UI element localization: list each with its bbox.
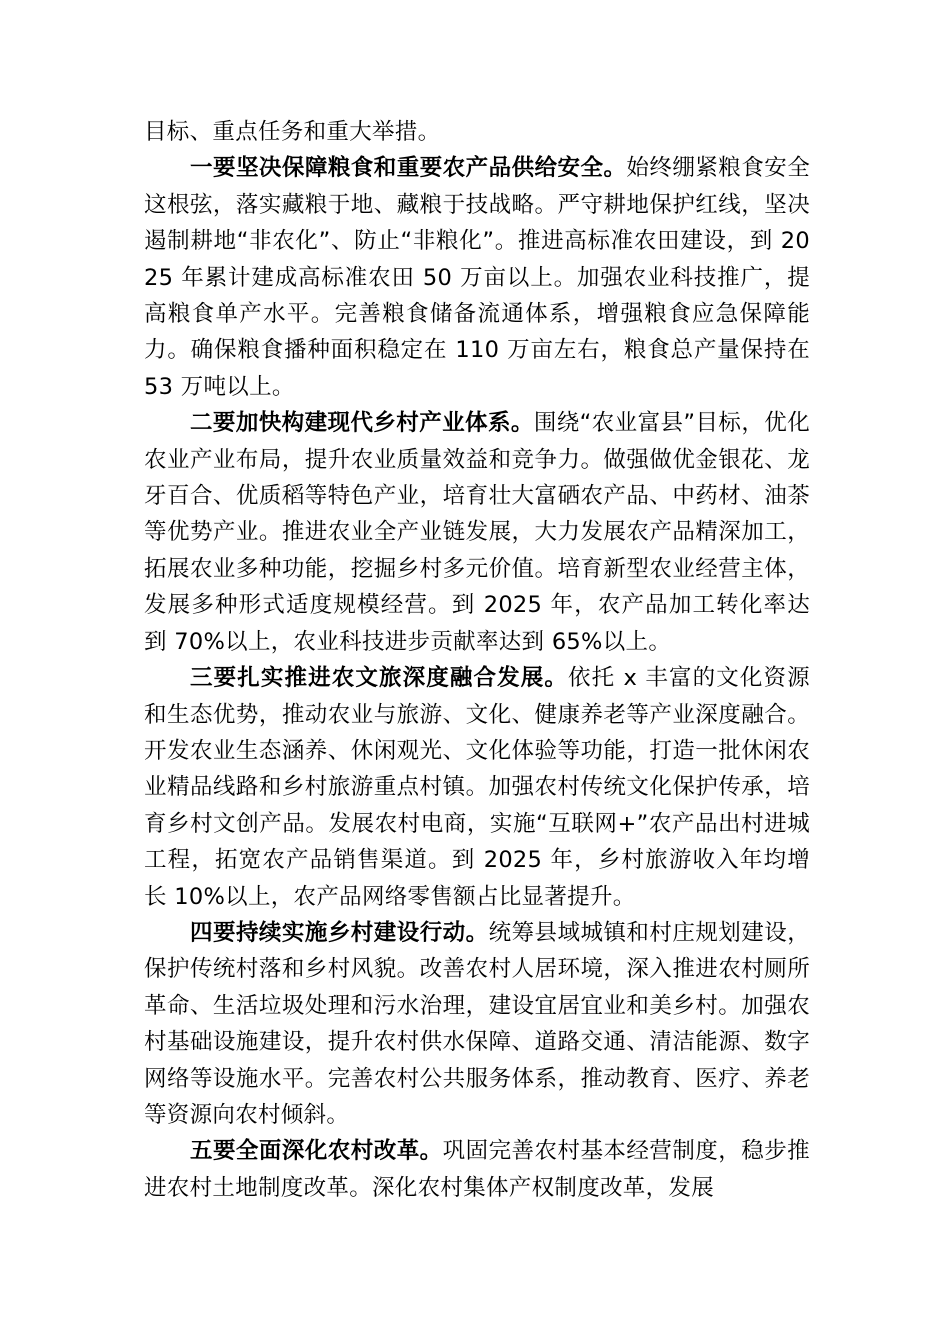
paragraph-continuation <box>144 114 810 150</box>
paragraph-heading: 二要加快构建现代乡村产业体系。 <box>190 410 534 437</box>
paragraph-text: 统筹县域城镇和村庄规划建设，保护传统村落和乡村风貌。改善农村人居环境，深入推进农村厕所革命、生活垃圾处理和污水治理，建设宜居宜业和美乡村。加强农村基础设施建设，提升农村供水保障、道路交通、清洁能源、数字网络等设施水平。完善农村公共服务体系，推动教育、医疗、养老等资源向农村倾斜。 <box>144 919 811 1128</box>
paragraph-text: 围绕“农业富县”目标，优化农业产业布局，提升农业质量效益和竞争力。做强做优金银花、龙牙百合、优质稻等特色产业，培育壮大富硒农产品、中药材、油茶等优势产业。推进农业全产业链发展，大力发展农产品精深加工，拓展农业多种功能，挖掘乡村多元价值。培育新型农业经营主体，发展多种形式适度规模经营。到 2025 年，农产品加工转化率达到 70%以上，农业科技进步贡献率达到 65%以上。 <box>144 410 810 655</box>
paragraph-text: 始终绷紧粮食安全这根弦，落实藏粮于地、藏粮于技战略。严守耕地保护红线，坚决遏制耕地“非农化”、防止“非粮化”。推进高标准农田建设，到 2025 年累计建成高标准农田 50 万亩以上。加强农业科技推广，提高粮食单产水平。完善粮食储备流通体系，增强粮食应急保障能力。确保粮食播种面积稳定在 110 万亩左右，粮食总产量保持在 53 万吨以上。 <box>144 155 811 400</box>
paragraph-rural-industry <box>144 405 810 660</box>
paragraph-heading: 五要全面深化农村改革。 <box>190 1138 443 1165</box>
paragraph-text: 依托 x 丰富的文化资源和生态优势，推动农业与旅游、文化、健康养老等产业深度融合。开发农业生态涵养、休闲观光、文化体验等功能，打造一批休闲农业精品线路和乡村旅游重点村镇。加强农村传统文化保护传承，培育乡村文创产品。发展农村电商，实施“互联网+”农产品出村进城工程，拓宽农产品销售渠道。到 2025 年，乡村旅游收入年均增长 10%以上，农产品网络零售额占比显著提升。 <box>144 665 810 910</box>
paragraph-heading: 一要坚决保障粮食和重要农产品供给安全。 <box>190 155 627 182</box>
paragraph-rural-construction <box>144 915 810 1133</box>
paragraph-grain-security <box>144 150 810 405</box>
paragraph-heading: 三要扎实推进农文旅深度融合发展。 <box>190 665 569 692</box>
paragraph-agri-culture-tourism <box>144 660 810 915</box>
paragraph-rural-reform <box>144 1133 810 1206</box>
document-page <box>144 114 810 1234</box>
paragraph-text: 巩固完善农村基本经营制度，稳步推进农村土地制度改革。深化农村集体产权制度改革，发展 <box>144 1138 810 1201</box>
paragraph-text: 目标、重点任务和重大举措。 <box>144 119 441 145</box>
paragraph-heading: 四要持续实施乡村建设行动。 <box>190 919 489 946</box>
